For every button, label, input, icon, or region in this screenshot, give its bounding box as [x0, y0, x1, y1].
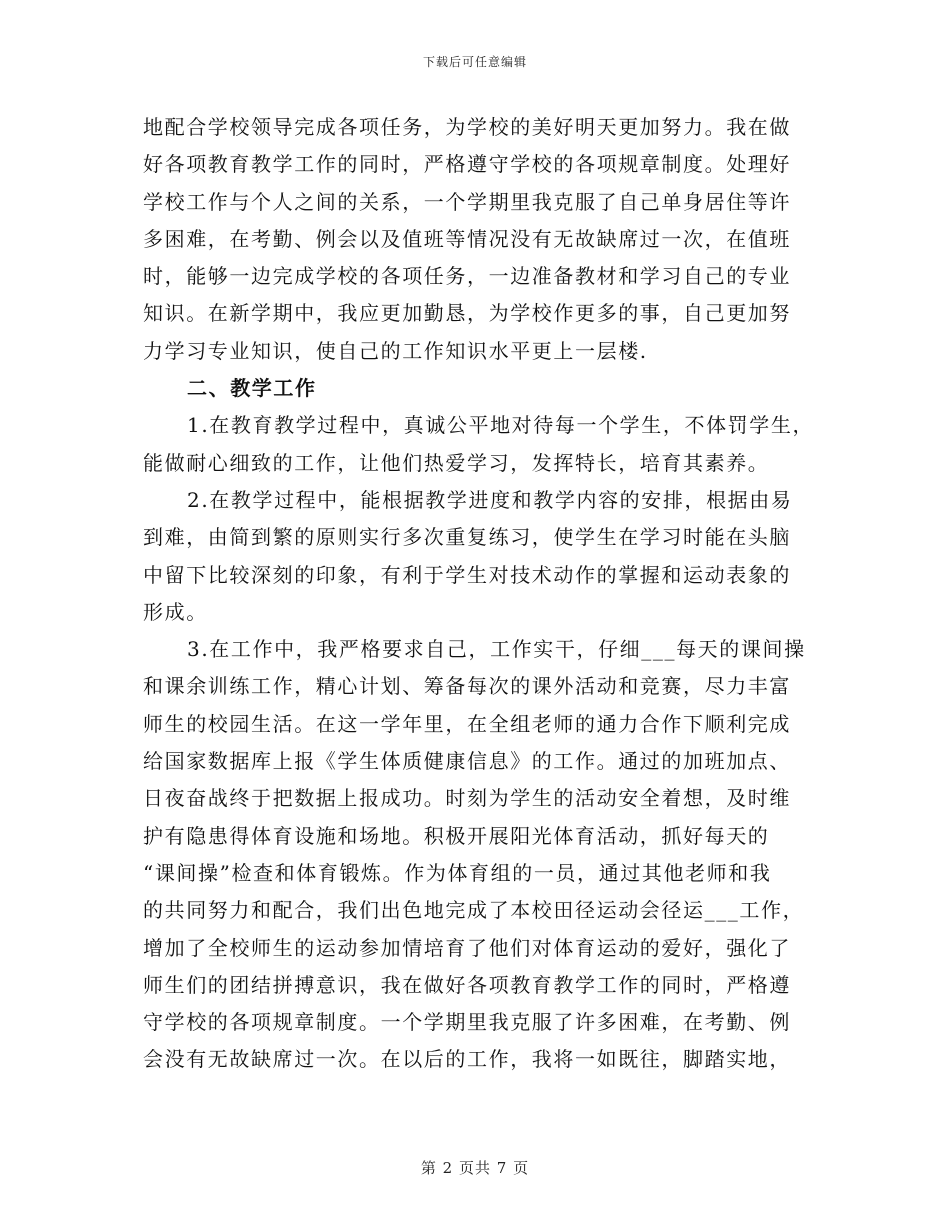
text-line: “课间操”检查和体育锻炼。作为体育组的一员，通过其他老师和我: [143, 860, 772, 885]
text-line: 2.在教学过程中，能根据教学进度和教学内容的安排，根据由易: [187, 487, 793, 512]
section-heading: 二、教学工作: [187, 376, 317, 401]
text-line: 知识。在新学期中，我应更加勤恳，为学校作更多的事，自己更加努: [143, 301, 791, 326]
text-line: 的共同努力和配合，我们出色地完成了本校田径运动会径运___工作，: [143, 898, 805, 923]
text-line: 会没有无故缺席过一次。在以后的工作，我将一如既往，脚踏实地，: [143, 1047, 791, 1072]
document-body: [143, 109, 813, 1079]
text-line: 能做耐心细致的工作，让他们热爱学习，发挥特长，培育其素养。: [143, 450, 770, 475]
text-line: 护有隐患得体育设施和场地。积极开展阳光体育活动，抓好每天的: [143, 823, 770, 848]
text-line: 增加了全校师生的运动参加情培育了他们对体育运动的爱好，强化了: [143, 935, 791, 960]
text-line: 守学校的各项规章制度。一个学期里我克服了许多困难，在考勤、例: [143, 1010, 791, 1035]
text-line: 时，能够一边完成学校的各项任务，一边准备教材和学习自己的专业: [143, 264, 791, 289]
text-line: 好各项教育教学工作的同时，严格遵守学校的各项规章制度。处理好: [143, 152, 791, 177]
text-line: 力学习专业知识，使自己的工作知识水平更上一层楼.: [143, 338, 648, 363]
text-line: 到难，由简到繁的原则实行多次重复练习，使学生在学习时能在头脑: [143, 525, 791, 550]
text-line: 3.在工作中，我严格要求自己，工作实干，仔细___每天的课间操: [187, 637, 806, 662]
text-line: 多困难，在考勤、例会以及值班等情况没有无故缺席过一次，在值班: [143, 226, 791, 251]
text-line: 学校工作与个人之间的关系，一个学期里我克服了自己单身居住等许: [143, 189, 791, 214]
text-line: 师生们的团结拼搏意识，我在做好各项教育教学工作的同时，严格遵: [143, 972, 791, 997]
text-line: 给国家数据库上报《学生体质健康信息》的工作。通过的加班加点、: [143, 749, 791, 774]
text-line: 1.在教育教学过程中，真诚公平地对待每一个学生，不体罚学生，: [187, 413, 815, 438]
page-header: 下载后可任意编辑: [422, 55, 527, 69]
text-line: 日夜奋战终于把数据上报成功。时刻为学生的活动安全着想，及时维: [143, 786, 791, 811]
text-line: 地配合学校领导完成各项任务，为学校的美好明天更加努力。我在做: [143, 115, 791, 139]
page-footer: 第 2 页共 7 页: [420, 1159, 530, 1177]
text-line: 中留下比较深刻的印象，有利于学生对技术动作的掌握和运动表象的: [143, 562, 791, 587]
text-line: 形成。: [143, 599, 208, 624]
text-line: 师生的校园生活。在这一学年里，在全组老师的通力合作下顺利完成: [143, 711, 791, 736]
text-line: 和课余训练工作，精心计划、筹备每次的课外活动和竞赛，尽力丰富: [143, 674, 791, 699]
